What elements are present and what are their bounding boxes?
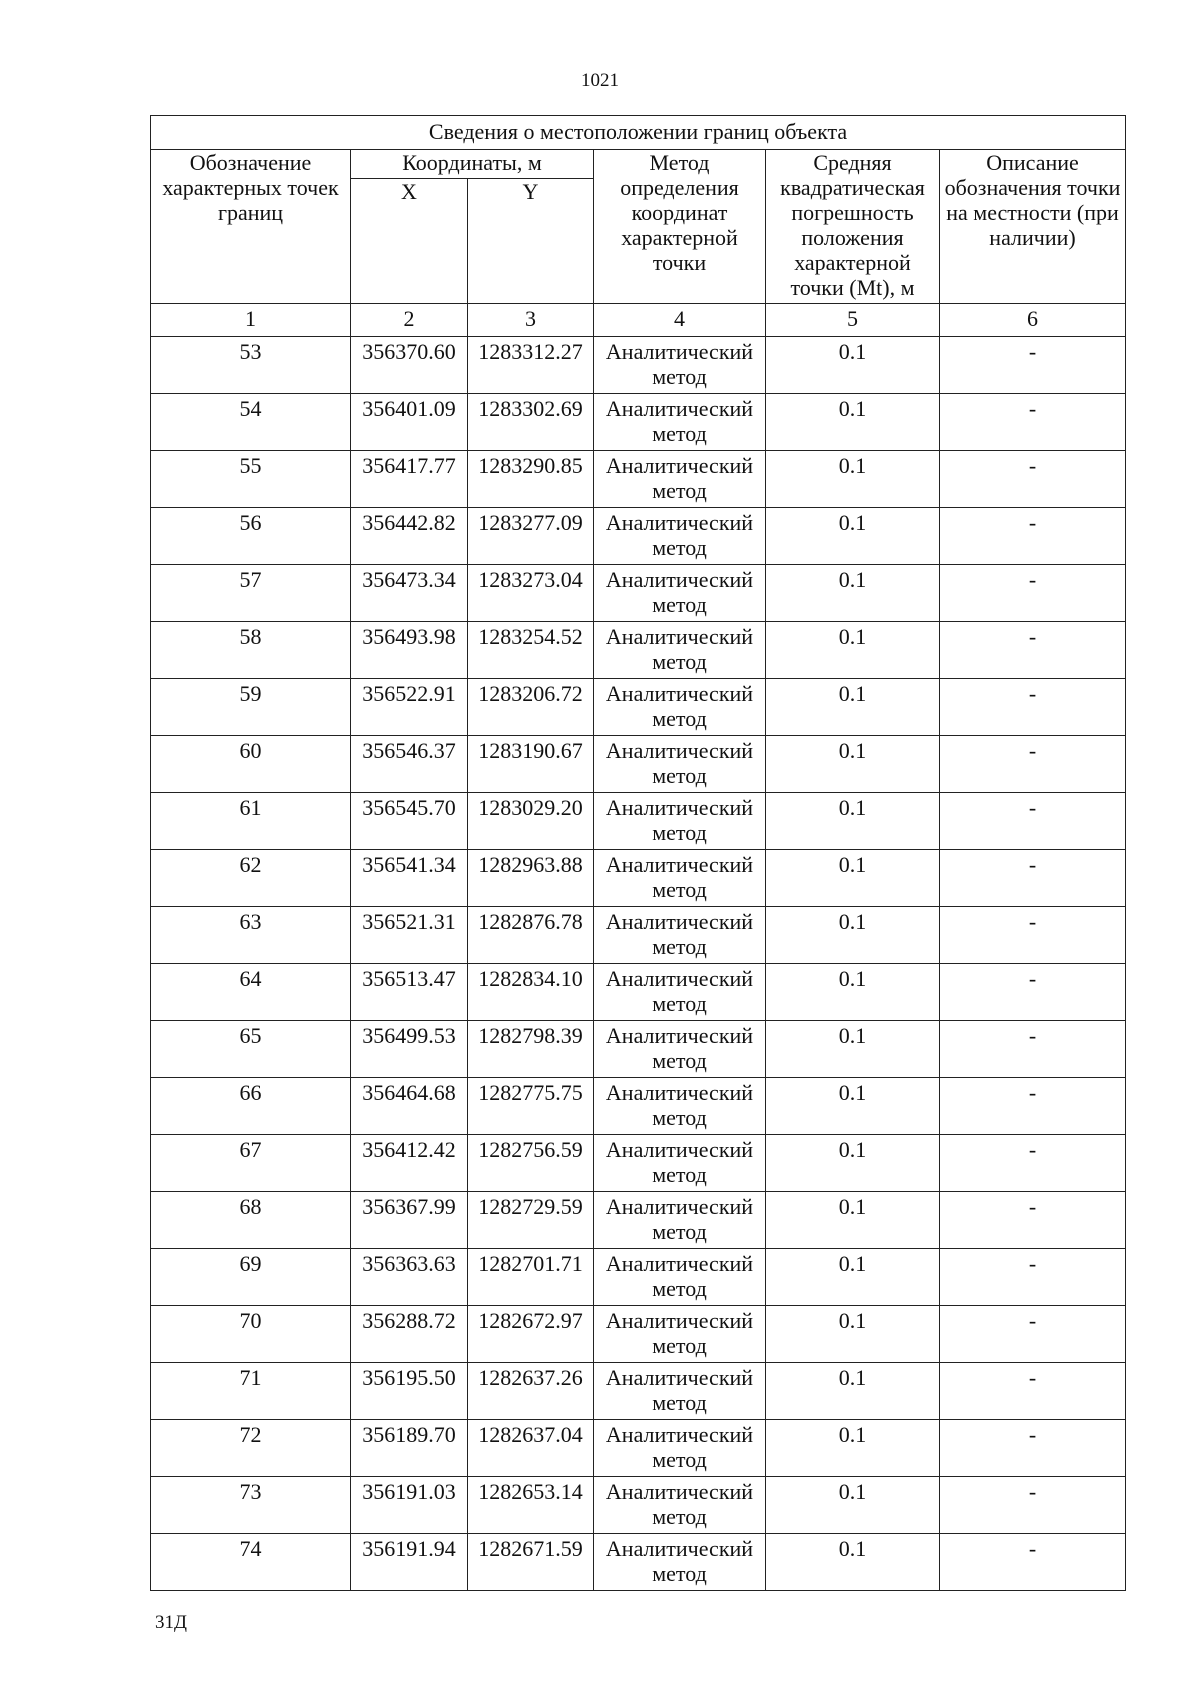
cell-x: 356367.99 bbox=[351, 1192, 468, 1249]
table-row bbox=[151, 508, 1126, 565]
cell-method: Аналитический метод bbox=[594, 451, 766, 508]
cell-point: 66 bbox=[151, 1078, 351, 1135]
cell-method: Аналитический метод bbox=[594, 964, 766, 1021]
cell-description: - bbox=[940, 1534, 1126, 1591]
cell-error: 0.1 bbox=[766, 1192, 940, 1249]
cell-error: 0.1 bbox=[766, 679, 940, 736]
cell-x: 356541.34 bbox=[351, 850, 468, 907]
table-row bbox=[151, 1078, 1126, 1135]
cell-point: 56 bbox=[151, 508, 351, 565]
table-row bbox=[151, 565, 1126, 622]
table-row bbox=[151, 1477, 1126, 1534]
cell-x: 356189.70 bbox=[351, 1420, 468, 1477]
footer-code: 31Д bbox=[155, 1612, 187, 1633]
table-row bbox=[151, 337, 1126, 394]
cell-description: - bbox=[940, 793, 1126, 850]
cell-y: 1282798.39 bbox=[468, 1021, 594, 1078]
cell-method: Аналитический метод bbox=[594, 622, 766, 679]
cell-description: - bbox=[940, 1135, 1126, 1192]
cell-point: 59 bbox=[151, 679, 351, 736]
cell-method: Аналитический метод bbox=[594, 1078, 766, 1135]
cell-description: - bbox=[940, 508, 1126, 565]
cell-y: 1282637.04 bbox=[468, 1420, 594, 1477]
cell-error: 0.1 bbox=[766, 1420, 940, 1477]
cell-description: - bbox=[940, 394, 1126, 451]
table-row bbox=[151, 850, 1126, 907]
cell-x: 356412.42 bbox=[351, 1135, 468, 1192]
cell-y: 1283290.85 bbox=[468, 451, 594, 508]
boundary-coordinates-table bbox=[150, 115, 1126, 1591]
cell-description: - bbox=[940, 1192, 1126, 1249]
cell-point: 54 bbox=[151, 394, 351, 451]
table-row bbox=[151, 736, 1126, 793]
table-row bbox=[151, 451, 1126, 508]
cell-y: 1282876.78 bbox=[468, 907, 594, 964]
cell-error: 0.1 bbox=[766, 1477, 940, 1534]
table-row bbox=[151, 907, 1126, 964]
cell-method: Аналитический метод bbox=[594, 1021, 766, 1078]
cell-method: Аналитический метод bbox=[594, 1363, 766, 1420]
cell-x: 356363.63 bbox=[351, 1249, 468, 1306]
header-x: X bbox=[351, 179, 468, 304]
cell-method: Аналитический метод bbox=[594, 1534, 766, 1591]
cell-method: Аналитический метод bbox=[594, 907, 766, 964]
cell-description: - bbox=[940, 1420, 1126, 1477]
cell-description: - bbox=[940, 850, 1126, 907]
cell-error: 0.1 bbox=[766, 451, 940, 508]
table-row bbox=[151, 679, 1126, 736]
cell-error: 0.1 bbox=[766, 1306, 940, 1363]
cell-x: 356522.91 bbox=[351, 679, 468, 736]
cell-point: 58 bbox=[151, 622, 351, 679]
cell-description: - bbox=[940, 337, 1126, 394]
page-number: 1021 bbox=[581, 70, 619, 91]
cell-point: 69 bbox=[151, 1249, 351, 1306]
cell-point: 73 bbox=[151, 1477, 351, 1534]
cell-error: 0.1 bbox=[766, 1021, 940, 1078]
cell-description: - bbox=[940, 1306, 1126, 1363]
table-title: Сведения о местоположении границ объекта bbox=[151, 116, 1126, 150]
cell-error: 0.1 bbox=[766, 793, 940, 850]
cell-point: 71 bbox=[151, 1363, 351, 1420]
cell-y: 1282775.75 bbox=[468, 1078, 594, 1135]
cell-method: Аналитический метод bbox=[594, 1306, 766, 1363]
cell-error: 0.1 bbox=[766, 1078, 940, 1135]
cell-description: - bbox=[940, 679, 1126, 736]
cell-error: 0.1 bbox=[766, 1363, 940, 1420]
cell-x: 356546.37 bbox=[351, 736, 468, 793]
column-number-row bbox=[151, 304, 1126, 337]
cell-point: 60 bbox=[151, 736, 351, 793]
cell-y: 1282653.14 bbox=[468, 1477, 594, 1534]
cell-description: - bbox=[940, 565, 1126, 622]
cell-y: 1282672.97 bbox=[468, 1306, 594, 1363]
cell-method: Аналитический метод bbox=[594, 1135, 766, 1192]
cell-point: 63 bbox=[151, 907, 351, 964]
cell-x: 356370.60 bbox=[351, 337, 468, 394]
table-row bbox=[151, 1021, 1126, 1078]
cell-error: 0.1 bbox=[766, 964, 940, 1021]
table-row bbox=[151, 1135, 1126, 1192]
cell-point: 70 bbox=[151, 1306, 351, 1363]
cell-method: Аналитический метод bbox=[594, 1192, 766, 1249]
cell-x: 356473.34 bbox=[351, 565, 468, 622]
cell-point: 64 bbox=[151, 964, 351, 1021]
cell-error: 0.1 bbox=[766, 565, 940, 622]
cell-error: 0.1 bbox=[766, 508, 940, 565]
cell-y: 1282701.71 bbox=[468, 1249, 594, 1306]
cell-error: 0.1 bbox=[766, 1534, 940, 1591]
table-row bbox=[151, 793, 1126, 850]
cell-point: 62 bbox=[151, 850, 351, 907]
cell-y: 1282637.26 bbox=[468, 1363, 594, 1420]
cell-x: 356288.72 bbox=[351, 1306, 468, 1363]
cell-method: Аналитический метод bbox=[594, 1249, 766, 1306]
cell-method: Аналитический метод bbox=[594, 508, 766, 565]
cell-description: - bbox=[940, 1363, 1126, 1420]
cell-method: Аналитический метод bbox=[594, 850, 766, 907]
cell-x: 356464.68 bbox=[351, 1078, 468, 1135]
cell-description: - bbox=[940, 907, 1126, 964]
cell-x: 356401.09 bbox=[351, 394, 468, 451]
table-row bbox=[151, 622, 1126, 679]
column-number: 2 bbox=[351, 304, 468, 337]
cell-point: 72 bbox=[151, 1420, 351, 1477]
cell-point: 57 bbox=[151, 565, 351, 622]
cell-method: Аналитический метод bbox=[594, 337, 766, 394]
cell-description: - bbox=[940, 736, 1126, 793]
cell-point: 67 bbox=[151, 1135, 351, 1192]
cell-description: - bbox=[940, 1249, 1126, 1306]
cell-point: 61 bbox=[151, 793, 351, 850]
cell-y: 1283273.04 bbox=[468, 565, 594, 622]
cell-point: 55 bbox=[151, 451, 351, 508]
column-number: 5 bbox=[766, 304, 940, 337]
header-method: Метод определения координат характерной точки bbox=[594, 150, 766, 304]
cell-x: 356191.03 bbox=[351, 1477, 468, 1534]
cell-description: - bbox=[940, 964, 1126, 1021]
cell-x: 356521.31 bbox=[351, 907, 468, 964]
column-number: 3 bbox=[468, 304, 594, 337]
cell-description: - bbox=[940, 1078, 1126, 1135]
header-point: Обозначение характерных точек границ bbox=[151, 150, 351, 304]
cell-x: 356513.47 bbox=[351, 964, 468, 1021]
cell-point: 65 bbox=[151, 1021, 351, 1078]
cell-error: 0.1 bbox=[766, 394, 940, 451]
cell-method: Аналитический метод bbox=[594, 793, 766, 850]
cell-y: 1283302.69 bbox=[468, 394, 594, 451]
cell-method: Аналитический метод bbox=[594, 394, 766, 451]
table-row bbox=[151, 964, 1126, 1021]
header-coords: Координаты, м bbox=[351, 150, 594, 179]
cell-x: 356493.98 bbox=[351, 622, 468, 679]
cell-description: - bbox=[940, 622, 1126, 679]
cell-error: 0.1 bbox=[766, 736, 940, 793]
column-number: 1 bbox=[151, 304, 351, 337]
header-y: Y bbox=[468, 179, 594, 304]
cell-x: 356195.50 bbox=[351, 1363, 468, 1420]
cell-x: 356545.70 bbox=[351, 793, 468, 850]
cell-method: Аналитический метод bbox=[594, 1477, 766, 1534]
column-number: 6 bbox=[940, 304, 1126, 337]
cell-method: Аналитический метод bbox=[594, 565, 766, 622]
cell-y: 1283029.20 bbox=[468, 793, 594, 850]
cell-description: - bbox=[940, 1477, 1126, 1534]
cell-x: 356499.53 bbox=[351, 1021, 468, 1078]
cell-x: 356191.94 bbox=[351, 1534, 468, 1591]
cell-point: 74 bbox=[151, 1534, 351, 1591]
table-row bbox=[151, 394, 1126, 451]
cell-error: 0.1 bbox=[766, 1249, 940, 1306]
cell-method: Аналитический метод bbox=[594, 679, 766, 736]
table-row bbox=[151, 1306, 1126, 1363]
cell-x: 356417.77 bbox=[351, 451, 468, 508]
table-row bbox=[151, 1363, 1126, 1420]
cell-y: 1283312.27 bbox=[468, 337, 594, 394]
cell-point: 68 bbox=[151, 1192, 351, 1249]
cell-error: 0.1 bbox=[766, 337, 940, 394]
cell-x: 356442.82 bbox=[351, 508, 468, 565]
cell-y: 1283277.09 bbox=[468, 508, 594, 565]
cell-error: 0.1 bbox=[766, 1135, 940, 1192]
table-title-row bbox=[151, 116, 1126, 150]
header-row-1 bbox=[151, 150, 1126, 179]
cell-point: 53 bbox=[151, 337, 351, 394]
header-error: Средняя квадратическая погрешность положения характерной точки (Mt), м bbox=[766, 150, 940, 304]
cell-error: 0.1 bbox=[766, 850, 940, 907]
cell-y: 1282756.59 bbox=[468, 1135, 594, 1192]
cell-y: 1283254.52 bbox=[468, 622, 594, 679]
cell-y: 1282834.10 bbox=[468, 964, 594, 1021]
table-row bbox=[151, 1249, 1126, 1306]
cell-y: 1282671.59 bbox=[468, 1534, 594, 1591]
cell-method: Аналитический метод bbox=[594, 1420, 766, 1477]
cell-description: - bbox=[940, 1021, 1126, 1078]
cell-y: 1282729.59 bbox=[468, 1192, 594, 1249]
header-description: Описание обозначения точки на местности (при наличии) bbox=[940, 150, 1126, 304]
cell-method: Аналитический метод bbox=[594, 736, 766, 793]
cell-error: 0.1 bbox=[766, 907, 940, 964]
cell-description: - bbox=[940, 451, 1126, 508]
cell-y: 1283206.72 bbox=[468, 679, 594, 736]
column-number: 4 bbox=[594, 304, 766, 337]
cell-y: 1283190.67 bbox=[468, 736, 594, 793]
cell-error: 0.1 bbox=[766, 622, 940, 679]
table-row bbox=[151, 1192, 1126, 1249]
table-row bbox=[151, 1534, 1126, 1591]
cell-y: 1282963.88 bbox=[468, 850, 594, 907]
table-row bbox=[151, 1420, 1126, 1477]
